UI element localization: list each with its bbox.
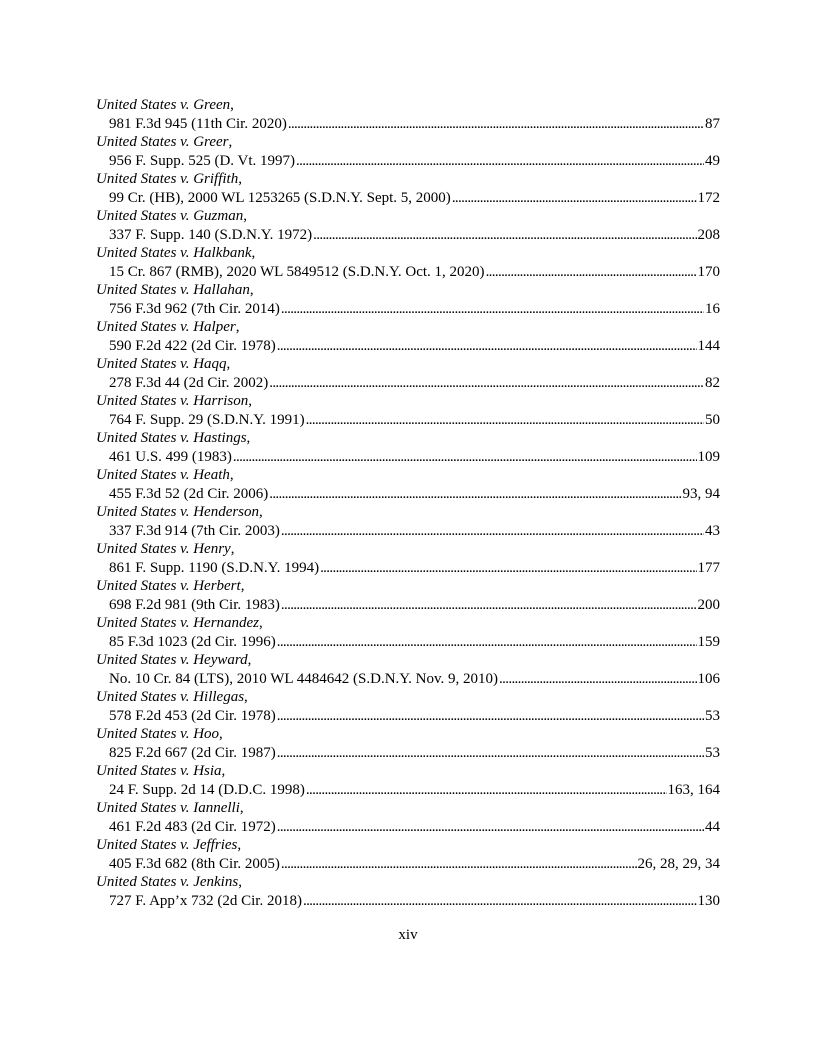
citation: 861 F. Supp. 1190 (S.D.N.Y. 1994) — [109, 559, 320, 576]
case-name-text: United States v. Hsia — [96, 763, 222, 779]
case-name: United States v. Griffith, — [96, 171, 242, 187]
page-references: 82 — [705, 374, 720, 391]
citation: 85 F.3d 1023 (2d Cir. 1996) — [109, 633, 276, 650]
citation-line — [96, 818, 720, 837]
dot-leader — [277, 707, 704, 726]
authority-entry — [96, 170, 720, 207]
citation-line — [96, 152, 720, 171]
citation-line — [96, 189, 720, 208]
page-references: 53 — [705, 744, 720, 761]
citation: 337 F.3d 914 (7th Cir. 2003) — [109, 522, 280, 539]
citation: No. 10 Cr. 84 (LTS), 2010 WL 4484642 (S.D.N.Y. Nov. 9, 2010) — [109, 670, 499, 687]
page-references: 170 — [697, 263, 720, 280]
authority-entry — [96, 688, 720, 725]
citation: 981 F.3d 945 (11th Cir. 2020) — [109, 115, 287, 132]
case-name-text: United States v. Jenkins — [96, 874, 239, 890]
case-name: United States v. Heath, — [96, 467, 234, 483]
case-name-text: United States v. Henderson — [96, 504, 260, 520]
page-references: 159 — [697, 633, 720, 650]
citation-line — [96, 374, 720, 393]
authority-entry — [96, 355, 720, 392]
authority-entry — [96, 133, 720, 170]
page-references: 50 — [705, 411, 720, 428]
dot-leader — [499, 670, 696, 689]
citation: 278 F.3d 44 (2d Cir. 2002) — [109, 374, 269, 391]
authority-entry — [96, 503, 720, 540]
case-name-text: United States v. Henry — [96, 541, 231, 557]
citation-line — [96, 115, 720, 134]
dot-leader — [452, 189, 697, 208]
citation: 15 Cr. 867 (RMB), 2020 WL 5849512 (S.D.N.Y. Oct. 1, 2020) — [109, 263, 485, 280]
dot-leader — [281, 596, 697, 615]
case-name-text: United States v. Halkbank — [96, 245, 252, 261]
citation: 956 F. Supp. 525 (D. Vt. 1997) — [109, 152, 296, 169]
citation: 337 F. Supp. 140 (S.D.N.Y. 1972) — [109, 226, 313, 243]
page-references: 26, 28, 29, 34 — [637, 855, 720, 872]
citation-line — [96, 226, 720, 245]
citation-line — [96, 596, 720, 615]
authority-entry — [96, 244, 720, 281]
citation: 461 F.2d 483 (2d Cir. 1972) — [109, 818, 276, 835]
dot-leader — [277, 818, 704, 837]
case-name: United States v. Iannelli, — [96, 800, 244, 816]
authority-entry — [96, 873, 720, 910]
citation-line — [96, 892, 720, 911]
citation-line — [96, 300, 720, 319]
authority-entry — [96, 762, 720, 799]
case-name: United States v. Harrison, — [96, 393, 252, 409]
citation-line — [96, 707, 720, 726]
case-name-text: United States v. Hillegas — [96, 689, 245, 705]
case-name: United States v. Jeffries, — [96, 837, 242, 853]
citation-line — [96, 411, 720, 430]
case-name-text: United States v. Halper — [96, 319, 236, 335]
case-name-text: United States v. Hastings — [96, 430, 247, 446]
authority-entry — [96, 466, 720, 503]
citation-line — [96, 522, 720, 541]
citation: 825 F.2d 667 (2d Cir. 1987) — [109, 744, 276, 761]
case-name-text: United States v. Hoo — [96, 726, 220, 742]
page-number: xiv — [398, 927, 418, 943]
page-references: 172 — [697, 189, 720, 206]
page-references: 49 — [705, 152, 720, 169]
authority-entry — [96, 799, 720, 836]
case-name-text: United States v. Iannelli — [96, 800, 240, 816]
dot-leader — [303, 892, 697, 911]
case-name: United States v. Henry, — [96, 541, 235, 557]
case-name-text: United States v. Greer — [96, 134, 229, 150]
case-name-text: United States v. Harrison — [96, 393, 249, 409]
citation: 461 U.S. 499 (1983) — [109, 448, 232, 465]
case-name: United States v. Haqq, — [96, 356, 231, 372]
case-name-text: United States v. Haqq — [96, 356, 227, 372]
authority-entry — [96, 429, 720, 466]
citation-line — [96, 448, 720, 467]
case-name: United States v. Halkbank, — [96, 245, 256, 261]
authority-entry — [96, 318, 720, 355]
page-references: 93, 94 — [682, 485, 720, 502]
dot-leader — [281, 300, 704, 319]
dot-leader — [277, 337, 697, 356]
case-name: United States v. Greer, — [96, 134, 233, 150]
citation-line — [96, 633, 720, 652]
page-references: 200 — [697, 596, 720, 613]
citation-line — [96, 263, 720, 282]
table-of-authorities-list — [96, 96, 720, 910]
case-name-text: United States v. Griffith — [96, 171, 239, 187]
page-references: 130 — [697, 892, 720, 909]
case-name-text: United States v. Guzman — [96, 208, 244, 224]
authority-entry — [96, 725, 720, 762]
case-name-text: United States v. Heath — [96, 467, 230, 483]
authority-entry — [96, 651, 720, 688]
case-name-text: United States v. Heyward — [96, 652, 248, 668]
case-name-text: United States v. Jeffries — [96, 837, 238, 853]
dot-leader — [313, 226, 696, 245]
page-references: 87 — [705, 115, 720, 132]
dot-leader — [296, 152, 704, 171]
page-references: 208 — [697, 226, 720, 243]
case-name: United States v. Hillegas, — [96, 689, 248, 705]
authority-entry — [96, 614, 720, 651]
case-name: United States v. Hernandez, — [96, 615, 263, 631]
dot-leader — [320, 559, 696, 578]
authority-entry — [96, 96, 720, 133]
dot-leader — [281, 855, 637, 874]
citation: 578 F.2d 453 (2d Cir. 1978) — [109, 707, 276, 724]
citation: 727 F. App’x 732 (2d Cir. 2018) — [109, 892, 302, 909]
dot-leader — [233, 448, 697, 467]
case-name-text: United States v. Green — [96, 97, 231, 113]
citation: 455 F.3d 52 (2d Cir. 2006) — [109, 485, 269, 502]
page-references: 44 — [705, 818, 720, 835]
dot-leader — [306, 411, 704, 430]
page-references: 144 — [697, 337, 720, 354]
case-name: United States v. Herbert, — [96, 578, 245, 594]
case-name: United States v. Green, — [96, 97, 234, 113]
case-name: United States v. Hallahan, — [96, 282, 254, 298]
citation: 405 F.3d 682 (8th Cir. 2005) — [109, 855, 280, 872]
authority-entry — [96, 540, 720, 577]
authority-entry — [96, 281, 720, 318]
page-references: 53 — [705, 707, 720, 724]
citation: 99 Cr. (HB), 2000 WL 1253265 (S.D.N.Y. Sept. 5, 2000) — [109, 189, 451, 206]
case-name-text: United States v. Hallahan — [96, 282, 250, 298]
dot-leader — [486, 263, 697, 282]
case-name: United States v. Heyward, — [96, 652, 252, 668]
dot-leader — [269, 485, 681, 504]
dot-leader — [281, 522, 704, 541]
dot-leader — [288, 115, 704, 134]
page-references: 106 — [697, 670, 720, 687]
citation: 764 F. Supp. 29 (S.D.N.Y. 1991) — [109, 411, 305, 428]
case-name: United States v. Jenkins, — [96, 874, 242, 890]
case-name: United States v. Hastings, — [96, 430, 251, 446]
citation: 24 F. Supp. 2d 14 (D.D.C. 1998) — [109, 781, 305, 798]
authority-entry — [96, 392, 720, 429]
case-name-text: United States v. Herbert — [96, 578, 241, 594]
page-references: 163, 164 — [667, 781, 720, 798]
page-references: 109 — [697, 448, 720, 465]
citation-line — [96, 559, 720, 578]
case-name: United States v. Henderson, — [96, 504, 263, 520]
citation: 756 F.3d 962 (7th Cir. 2014) — [109, 300, 280, 317]
citation-line — [96, 855, 720, 874]
citation: 698 F.2d 981 (9th Cir. 1983) — [109, 596, 280, 613]
authority-entry — [96, 836, 720, 873]
page-references: 16 — [705, 300, 720, 317]
dot-leader — [306, 781, 667, 800]
case-name: United States v. Guzman, — [96, 208, 247, 224]
page-references: 177 — [697, 559, 720, 576]
dot-leader — [277, 744, 704, 763]
case-name: United States v. Hoo, — [96, 726, 223, 742]
case-name: United States v. Halper, — [96, 319, 240, 335]
case-name-text: United States v. Hernandez — [96, 615, 260, 631]
citation-line — [96, 485, 720, 504]
dot-leader — [269, 374, 704, 393]
case-name: United States v. Hsia, — [96, 763, 226, 779]
page-references: 43 — [705, 522, 720, 539]
citation: 590 F.2d 422 (2d Cir. 1978) — [109, 337, 276, 354]
citation-line — [96, 781, 720, 800]
dot-leader — [277, 633, 697, 652]
citation-line — [96, 670, 720, 689]
citation-line — [96, 744, 720, 763]
citation-line — [96, 337, 720, 356]
authority-entry — [96, 577, 720, 614]
authority-entry — [96, 207, 720, 244]
